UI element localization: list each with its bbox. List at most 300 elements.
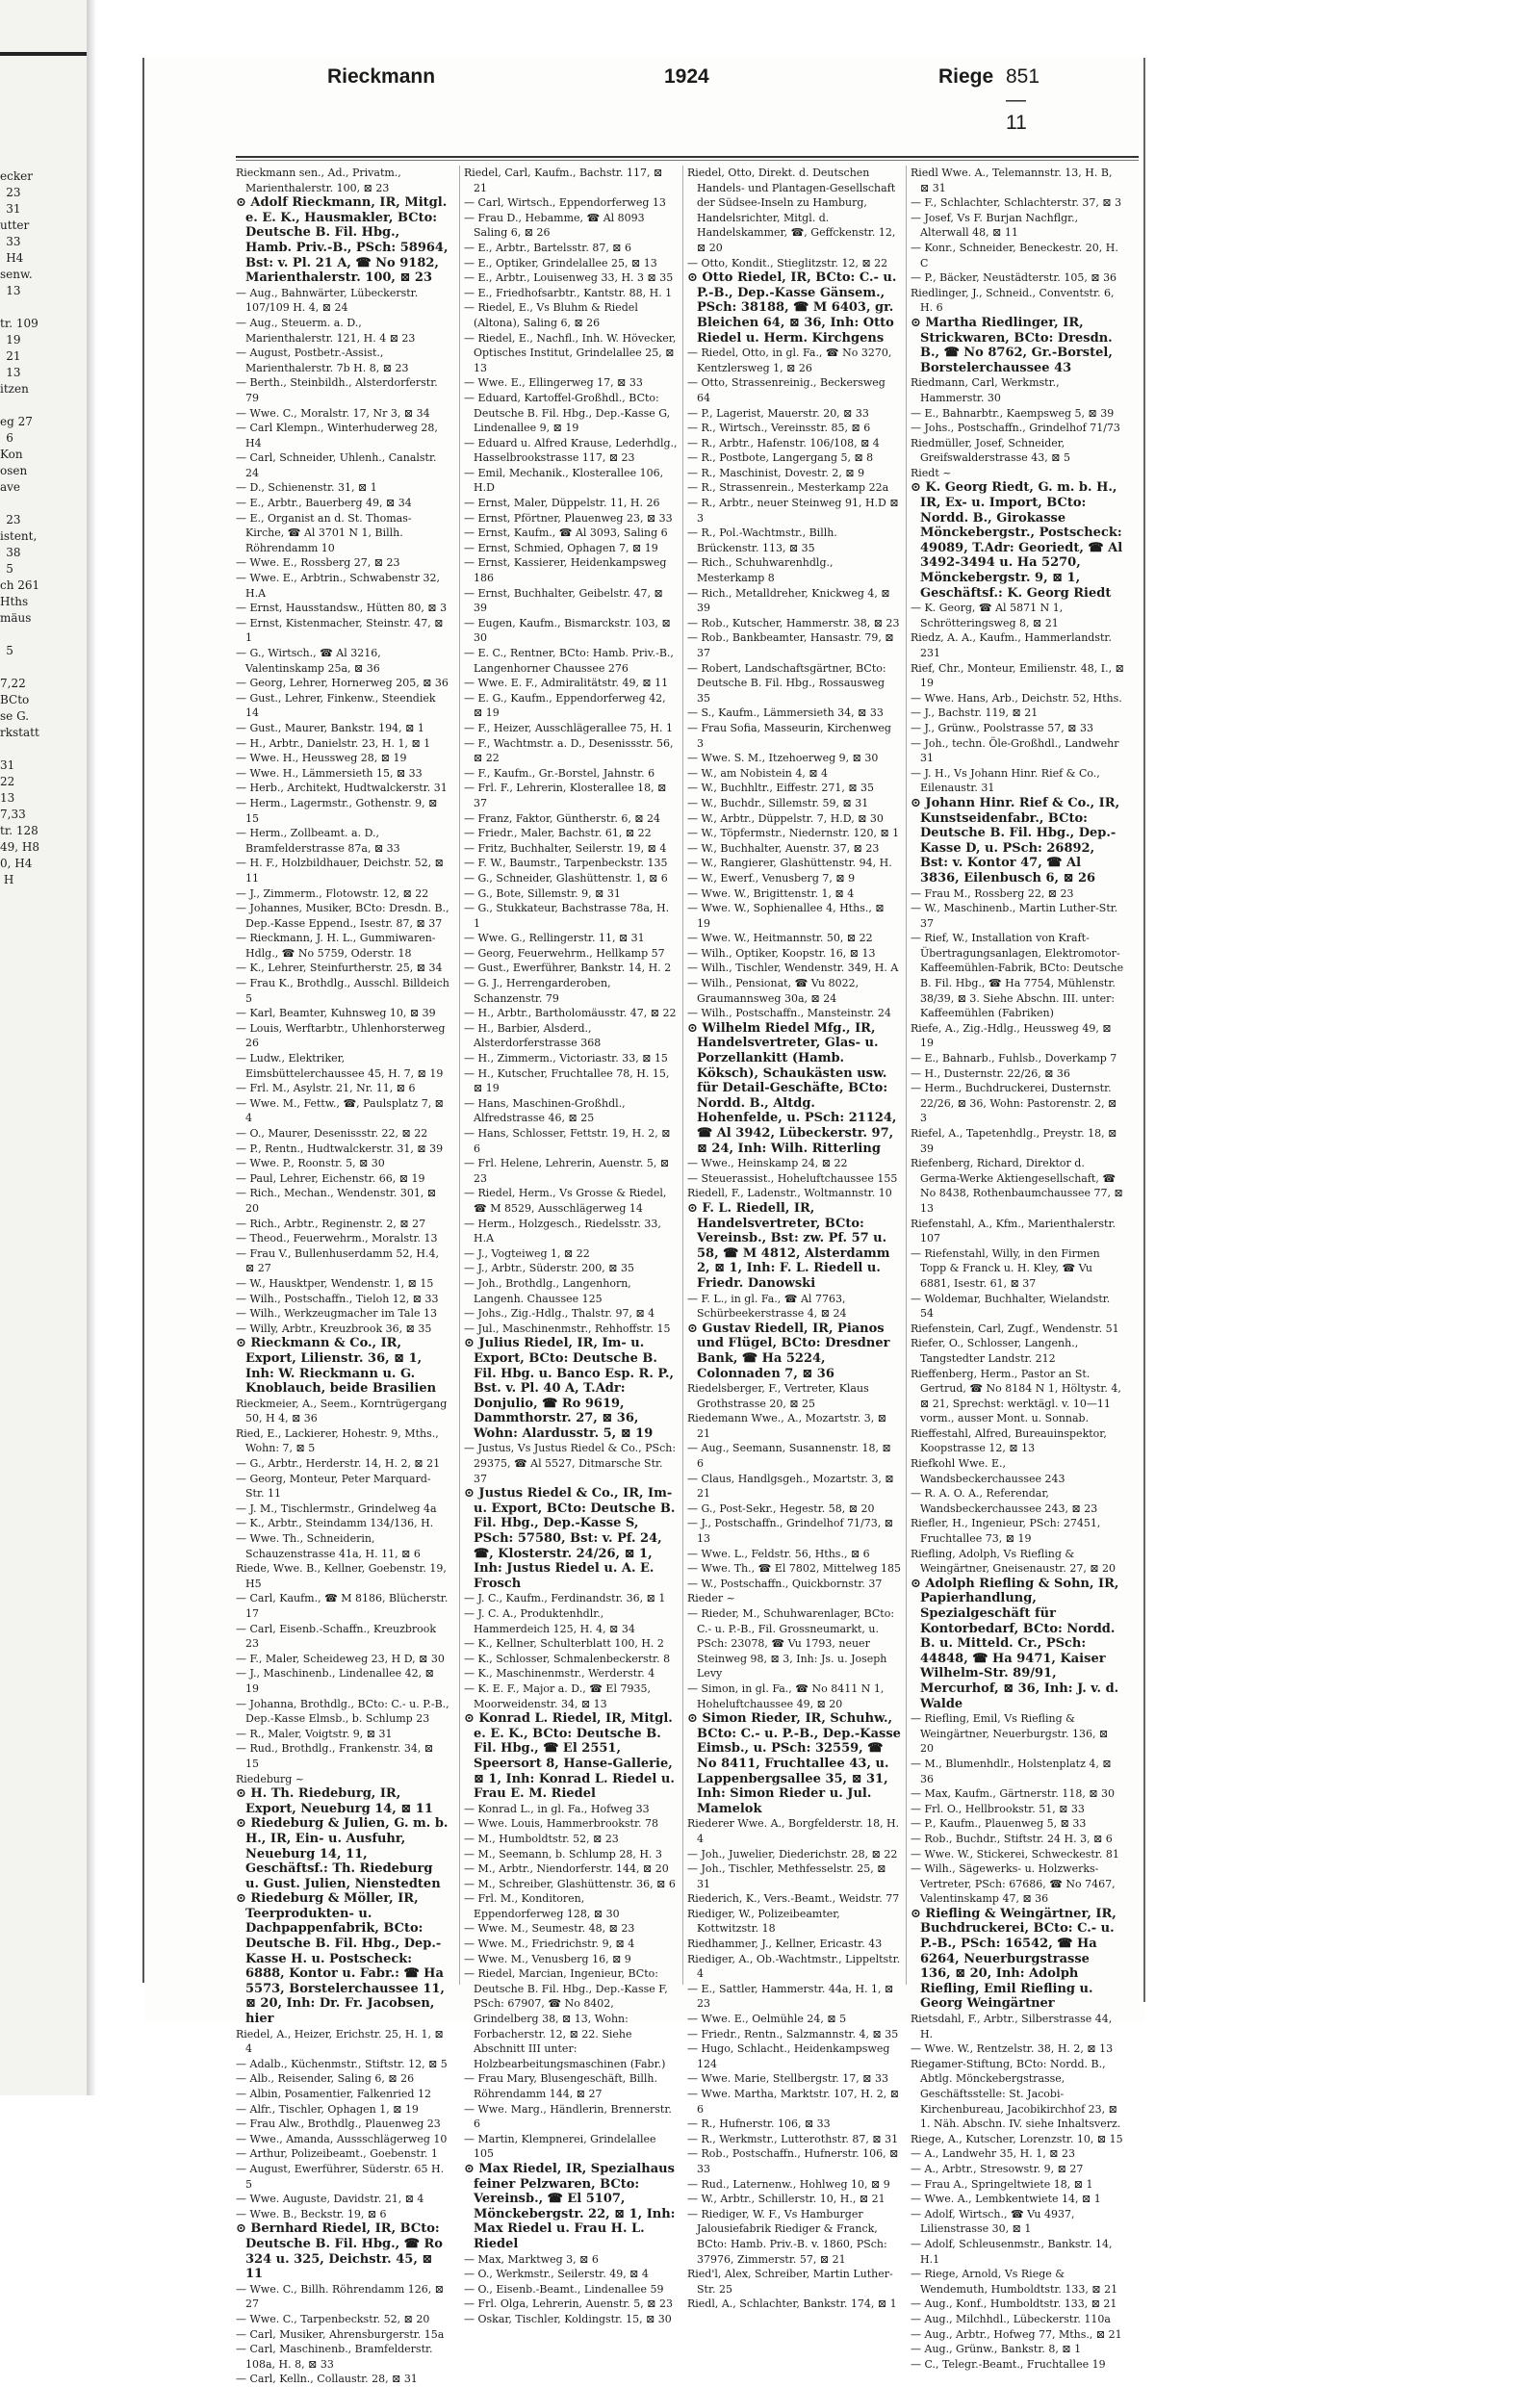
directory-entry: — E., Arbtr., Bartelsstr. 87, ⊠ 6 [464,241,632,254]
directory-entry: — E., Arbtr., Louisenweg 33, H. 3 ⊠ 35 [464,271,674,285]
directory-entry: — W., am Nobistein 4, ⊠ 4 [687,766,829,780]
directory-entry: Riedl Wwe. A., Telemannstr. 13, H. B, ⊠ 31 [911,167,1113,194]
directory-entry: — E., Bahnarbtr., Kaempsweg 5, ⊠ 39 [911,406,1115,420]
directory-entry: — P., Lagerist, Mauerstr. 20, ⊠ 33 [687,406,869,420]
header-rule-thin [236,160,1139,161]
directory-entry: — Josef, Vs F. Burjan Nachflgr., Alterwall 48, ⊠ 11 [911,211,1079,240]
directory-entry: Riefel, A., Tapetenhdlg., Preystr. 18, ⊠ 39 [911,1127,1117,1155]
directory-entry: — Rob., Kutscher, Hammerstr. 38, ⊠ 23 [687,616,900,629]
directory-entry: — S., Kaufm., Lämmersieth 34, ⊠ 33 [687,706,884,720]
directory-entry: — J. M., Tischlermstr., Grindelweg 4a [236,1502,437,1515]
page-number: 851—11 [1006,65,1040,134]
directory-entry: — Wwe. W., Rentzelstr. 38, H. 2, ⊠ 13 [911,2042,1114,2056]
directory-entry: — Wwe. H., Lämmersieth 15, ⊠ 33 [236,766,423,780]
directory-entry: — Rud., Brothdlg., Frankenstr. 34, ⊠ 15 [236,1742,434,1770]
previous-page-text: ecker 23 31 utter 33 H4 senw. 13 tr. 109 19 21 13 itzen eg 27 6 Kon osen ave 23 istent, 38 5 ch 261 Hths mäus 5 7,22 BCto se G. rkstatt 31 22 13 7,33 tr. 128 49, H8 0, H4 H [0,169,40,886]
directory-entry: — G., Bote, Sillemstr. 9, ⊠ 31 [464,886,621,900]
directory-entry: — Wwe. M., Venusberg 16, ⊠ 9 [464,1952,631,1965]
directory-entry: Riege, A., Kutscher, Lorenzstr. 10, ⊠ 15 [911,2132,1123,2145]
directory-entry: Riederich, K., Vers.-Beamt., Weidstr. 77 [687,1892,900,1906]
directory-entry: — Wilh., Postschaffn., Mansteinstr. 24 [687,1007,891,1020]
directory-entry: — Wwe. C., Billh. Röhrendamm 126, ⊠ 27 [236,2282,444,2311]
directory-entry: ⊙ Gustav Riedell, IR, Pianos und Flügel, BCto: Dresdner Bank, ☎ Ha 5224, Colonnaden 7, ⊠ 36 [687,1321,890,1381]
directory-entry: Riefkohl Wwe. E., Wandsbeckerchaussee 243 [911,1457,1065,1485]
directory-entry: — J., Arbtr., Süderstr. 200, ⊠ 35 [464,1262,634,1275]
directory-entry: Riederer Wwe. A., Borgfelderstr. 18, H. 4 [687,1817,900,1845]
directory-entry: Rieffestahl, Alfred, Bureauinspektor, Koopstrasse 12, ⊠ 13 [911,1426,1107,1455]
directory-entry: — Wwe. E., Oelmühle 24, ⊠ 5 [687,2013,847,2026]
directory-entry: — Johannes, Musiker, BCto: Dresdn. B., Dep.-Kasse Eppend., Isestr. 87, ⊠ 37 [236,902,449,930]
directory-entry: ⊙ Rieckmann & Co., IR, Export, Lilienstr. 36, ⊠ 1, Inh: W. Rieckmann u. G. Knoblauch, beide Brasilien [236,1336,437,1397]
directory-entry: — W., Maschinenb., Martin Luther-Str. 37 [911,902,1118,930]
directory-entry: — Johs., Zig.-Hdlg., Thalstr. 97, ⊠ 4 [464,1307,655,1321]
directory-entry: — Riedel, Marcian, Ingenieur, BCto: Deutsche B. Fil. Hbg., Dep.-Kasse F, PSch: 67907, ☎ No 8402, Grindelberg 38, ⊠ 13, Wohn: Forbacherstr. 12, ⊠ 22. Siehe Abschnitt III unter: Holzbearbeitungsmaschinen (Fabr.) [464,1967,668,2070]
directory-entry: — Ernst, Kassierer, Heidenkampsweg 186 [464,556,667,585]
directory-entry: — Aug., Milchhdl., Lübeckerstr. 110a [911,2312,1111,2325]
directory-entry: Rieckmeier, A., Seem., Korntrügergang 50, H 4, ⊠ 36 [236,1397,448,1425]
directory-entry: — August, Postbetr.-Assist., Marienthalerstr. 7b H. 8, ⊠ 23 [236,346,409,374]
directory-entry: — R., Pol.-Wachtmstr., Billh. Brückenstr. 113, ⊠ 35 [687,526,837,554]
directory-entry: — Joh., Juwelier, Diederichstr. 28, ⊠ 22 [687,1847,898,1861]
directory-entry: — Rich., Mechan., Wendenstr. 301, ⊠ 20 [236,1187,437,1215]
directory-entry: — Hans, Schlosser, Fettstr. 19, H. 2, ⊠ 6 [464,1127,671,1155]
directory-entry: — August, Ewerführer, Süderstr. 65 H. 5 [236,2162,445,2191]
directory-entry: Riediger, W., Polizeibeamter, Kottwitzstr. 18 [687,1907,840,1936]
directory-entry: — J., Bachstr. 119, ⊠ 21 [911,706,1039,720]
directory-entry: — Hans, Maschinen-Großhdl., Alfredstrasse 46, ⊠ 25 [464,1096,626,1125]
directory-entry: — Berth., Steinbildh., Alsterdorferstr. 79 [236,376,438,404]
directory-entry: — F., Heizer, Ausschlägerallee 75, H. 1 [464,721,674,734]
directory-entry: Riefenstein, Carl, Zugf., Wendenstr. 51 [911,1322,1119,1335]
directory-entry: — Aug., Arbtr., Hofweg 77, Mths., ⊠ 21 [911,2327,1122,2341]
directory-entry: — Wwe. Louis, Hammerbrookstr. 78 [464,1817,658,1831]
directory-entry: — Wilh., Werkzeugmacher im Tale 13 [236,1307,437,1321]
directory-entry: Riedell, F., Ladenstr., Woltmannstr. 10 [687,1187,892,1200]
directory-entry: — F., Wachtmstr. a. D., Desenissstr. 56, ⊠ 22 [464,736,674,765]
directory-entry: — Georg, Lehrer, Hornerweg 205, ⊠ 36 [236,677,449,690]
directory-entry: — Frau A., Springeltwiete 18, ⊠ 1 [911,2177,1093,2191]
directory-entry: — Riedel, E., Nachfl., Inh. W. Hövecker, Optisches Institut, Grindelallee 25, ⊠ 13 [464,331,677,374]
directory-entry: — Carl, Maschinenb., Bramfelderstr. 108a, H. 8, ⊠ 33 [236,2343,433,2371]
directory-entry: — Herm., Buchdruckerei, Dusternstr. 22/26, ⊠ 36, Wohn: Pastorenstr. 2, ⊠ 3 [911,1082,1117,1125]
directory-entry: — Franz, Faktor, Güntherstr. 6, ⊠ 24 [464,811,661,825]
directory-entry: — Frl. O., Hellbrookstr. 51, ⊠ 33 [911,1802,1085,1815]
directory-entry: — O., Eisenb.-Beamt., Lindenallee 59 [464,2282,664,2296]
directory-entry: — G., Post-Sekr., Hegestr. 58, ⊠ 20 [687,1502,875,1515]
directory-entry: ⊙ Justus Riedel & Co., IR, Im- u. Export, BCto: Deutsche B. Fil. Hbg., Dep.-Kasse S, PSch: 57580, Bst: v. Pf. 24, ☎, Klosterstr. 24/26, ⊠ 1, Inh: Justus Riedel u. A. E. Frosch [464,1486,676,1591]
directory-entry: — Rud., Laternenw., Hohlweg 10, ⊠ 9 [687,2177,890,2191]
directory-entry: ⊙ Simon Rieder, IR, Schuhw., BCto: C.- u. P.-B., Dep.-Kasse Eimsb., u. PSch: 32559, ☎ No 8411, Fruchtallee 43, u. Lappenbergsallee 35, ⊠ 31, Inh: Simon Rieder u. Jul. Mamelok [687,1711,901,1816]
directory-entry: — Rich., Metalldreher, Knickweg 4, ⊠ 39 [687,586,890,615]
directory-entry: Riegamer-Stiftung, BCto: Nordd. B., Abtlg. Mönckebergstrasse, Geschäftsstelle: St. Jacobi-Kirchenbureau, Jacobikirchhof 23, ⊠ 1. Näh. Abschn. IV. siehe Inhaltsverz. [911,2057,1121,2131]
directory-entry: — J., Grünw., Poolstrasse 57, ⊠ 33 [911,721,1093,734]
directory-entry: — Woldemar, Buchhalter, Wielandstr. 54 [911,1292,1111,1321]
directory-entry: — M., Arbtr., Niendorferstr. 144, ⊠ 20 [464,1862,669,1876]
directory-entry: — Wwe. G., Rellingerstr. 11, ⊠ 31 [464,932,645,945]
directory-entry: — Ludw., Elektriker, Eimsbüttelerchaussee 45, H. 7, ⊠ 19 [236,1052,444,1080]
directory-entry: — Frl. F., Lehrerin, Klosterallee 18, ⊠ 37 [464,782,667,809]
directory-entry: — K., Arbtr., Steindamm 134/136, H. [236,1517,434,1530]
directory-entry: — Frl. Olga, Lehrerin, Auenstr. 5, ⊠ 23 [464,2297,673,2311]
directory-entry: ⊙ Bernhard Riedel, IR, BCto: Deutsche B. Fil. Hbg., ☎ Ro 324 u. 325, Deichstr. 45, ⊠ 11 [236,2221,443,2282]
directory-entry: Riedel, Otto, Direkt. d. Deutschen Handels- und Plantagen-Gesellschaft der Südsee-Inseln zu Hamburg, Handelsrichter, Mitgl. d. Handelskammer, ☎, Geffckenstr. 12, ⊠ 20 [687,167,896,254]
directory-entry: — Frau D., Hebamme, ☎ Al 8093 Saling 6, ⊠ 26 [464,211,645,240]
directory-entry: — K., Maschinenmstr., Werderstr. 4 [464,1667,655,1681]
directory-entry: — W., Ewerf., Venusberg 7, ⊠ 9 [687,871,856,885]
directory-entry: Riedel, Carl, Kaufm., Bachstr. 117, ⊠ 21 [464,167,663,194]
directory-entry: — Herm., Holzgesch., Riedelsstr. 33, H.A [464,1217,661,1245]
column-4 [906,166,1124,2371]
directory-entry: — Rich., Schuhwarenhdlg., Mesterkamp 8 [687,556,834,585]
directory-entry: — G., Wirtsch., ☎ Al 3216, Valentinskamp 25a, ⊠ 36 [236,647,381,675]
directory-entry: — Riege, Arnold, Vs Riege & Wendemuth, Humboldtstr. 133, ⊠ 21 [911,2268,1118,2296]
directory-entry: — Rieckmann, J. H. L., Gummiwaren-Hdlg., ☎ No 5759, Oderstr. 18 [236,932,436,960]
header-first-entry: Rieckmann [327,65,436,88]
directory-entry: — Aug., Steuerm. a. D., Marienthalerstr. 121, H. 4 ⊠ 23 [236,316,416,345]
directory-entry: — R., Arbtr., neuer Steinweg 91, H.D ⊠ 3 [687,497,899,525]
directory-entry: — Otto, Strassenreinig., Beckersweg 64 [687,376,886,404]
directory-entry: — Wwe. M., Fettw., ☎, Paulsplatz 7, ⊠ 4 [236,1096,444,1125]
directory-entry: Riefenstahl, A., Kfm., Marienthalerstr. 107 [911,1217,1116,1245]
directory-entry: — Gust., Ewerführer, Bankstr. 14, H. 2 [464,962,672,975]
directory-entry: ⊙ Riedeburg & Julien, G. m. b. H., IR, Ein- u. Ausfuhr, Neueburg 14, 11, Geschäftsf.: Th. Riedeburg u. Gust. Julien, Nienstedten [236,1816,449,1891]
directory-entry: — M., Seemann, b. Schlump 28, H. 3 [464,1847,662,1861]
directory-entry: — E. G., Kaufm., Eppendorferweg 42, ⊠ 19 [464,691,666,720]
directory-entry: — Frau K., Brothdlg., Ausschl. Billdeich 5 [236,977,449,1005]
directory-entry: — Wwe. W., Sophienallee 4, Hths., ⊠ 19 [687,902,885,930]
directory-entry: — Max, Marktweg 3, ⊠ 6 [464,2252,599,2266]
directory-entry: — Alfr., Tischler, Ophagen 1, ⊠ 19 [236,2102,419,2116]
directory-body [236,166,1139,2386]
directory-entry: — Adolf, Schleusenmstr., Bankstr. 14, H.1 [911,2237,1113,2266]
directory-entry: — Joh., Tischler, Methfesselstr. 25, ⊠ 31 [687,1862,886,1890]
directory-entry: — Otto, Kondit., Stieglitzstr. 12, ⊠ 22 [687,256,888,270]
directory-entry: ⊙ H. Th. Riedeburg, IR, Export, Neueburg 14, ⊠ 11 [236,1786,433,1816]
directory-entry: — W., Buchhalter, Auenstr. 37, ⊠ 23 [687,841,880,855]
directory-entry: — Max, Kaufm., Gärtnerstr. 118, ⊠ 30 [911,1787,1116,1801]
directory-entry: — Frau Sofia, Masseurin, Kirchenweg 3 [687,721,891,750]
page-border-right [1143,58,1145,2002]
directory-entry: — Wwe. C., Tarpenbeckstr. 52, ⊠ 20 [236,2312,430,2325]
directory-entry: — Wwe. W., Stickerei, Schweckestr. 81 [911,1847,1119,1861]
directory-entry: — Wwe. S. M., Itzehoerweg 9, ⊠ 30 [687,752,879,765]
directory-entry: Rieckmann sen., Ad., Privatm., Marienthalerstr. 100, ⊠ 23 [236,167,401,194]
previous-page-rule [0,52,87,56]
directory-entry: — Ernst, Kaufm., ☎ Al 3093, Saling 6 [464,526,668,540]
directory-entry: — Wwe. E. F., Admiralitätstr. 49, ⊠ 11 [464,677,669,690]
directory-entry: — O., Werkmstr., Seilerstr. 49, ⊠ 4 [464,2268,649,2281]
directory-entry: — Robert, Landschaftsgärtner, BCto: Deutsche B. Fil. Hbg., Rossausweg 35 [687,661,886,705]
directory-entry: — Karl, Beamter, Kuhnsweg 10, ⊠ 39 [236,1007,436,1020]
directory-entry: — Rob., Bankbeamter, Hansastr. 79, ⊠ 37 [687,631,894,659]
directory-entry: ⊙ Otto Riedel, IR, BCto: C.- u. P.-B., Dep.-Kasse Gänsem., PSch: 38188, ☎ M 6403, gr. Bleichen 64, ⊠ 36, Inh: Otto Riedel u. Herm. Kirchgens [687,270,897,346]
directory-entry: — Martin, Klempnerei, Grindelallee 105 [464,2132,656,2161]
directory-entry: — H., Dusternstr. 22/26, ⊠ 36 [911,1066,1070,1080]
directory-entry: — Wwe. H., Heussweg 28, ⊠ 19 [236,752,407,765]
directory-entry: — Ernst, Maler, Düppelstr. 11, H. 26 [464,497,660,510]
directory-entry: — Wwe. M., Friedrichstr. 9, ⊠ 4 [464,1938,635,1951]
directory-entry: — W., Postschaffn., Quickbornstr. 37 [687,1577,883,1590]
directory-entry: — Wwe. M., Seumestr. 48, ⊠ 23 [464,1922,635,1936]
directory-entry: — Louis, Werftarbtr., Uhlenhorsterweg 26 [236,1021,446,1050]
directory-entry: — P., Rentn., Hudtwalckerstr. 31, ⊠ 39 [236,1142,444,1155]
directory-entry: — Wilh., Optiker, Koopstr. 16, ⊠ 13 [687,946,876,960]
directory-entry: — E., Organist an d. St. Thomas-Kirche, ☎ Al 3701 N 1, Billh. Röhrendamm 10 [236,511,412,554]
directory-entry: — Justus, Vs Justus Riedel & Co., PSch: 29375, ☎ Al 5527, Ditmarsche Str. 37 [464,1442,677,1485]
directory-entry: — E. C., Rentner, BCto: Hamb. Priv.-B., Langenhorner Chaussee 276 [464,647,674,675]
directory-entry: — J. C., Kaufm., Ferdinandstr. 36, ⊠ 1 [464,1592,666,1605]
directory-entry: — F. W., Baumstr., Tarpenbeckstr. 135 [464,857,668,870]
directory-entry: — D., Schienenstr. 31, ⊠ 1 [236,481,377,495]
directory-entry: ⊙ Konrad L. Riedel, IR, Mitgl. e. E. K., BCto: Deutsche B. Fil. Hbg., ☎ El 2551, Speersort 8, Hanse-Gallerie, ⊠ 1, Inh: Konrad L. Riedel u. Frau E. M. Riedel [464,1711,675,1802]
directory-entry: — Rich., Arbtr., Reginenstr. 2, ⊠ 27 [236,1217,426,1230]
directory-entry: — Simon, in gl. Fa., ☎ No 8411 N 1, Hoheluftchaussee 49, ⊠ 20 [687,1681,885,1710]
directory-entry: — Aug., Seemann, Susannenstr. 18, ⊠ 6 [687,1442,891,1471]
directory-entry: — Steuerassist., Hoheluftchaussee 155 [687,1171,898,1185]
directory-entry: — Wwe. Marg., Händlerin, Brennerstr. 6 [464,2102,672,2131]
directory-entry: — Johanna, Brothdlg., BCto: C.- u. P.-B., Dep.-Kasse Elmsb., b. Schlump 23 [236,1697,449,1726]
directory-entry: Riedel, A., Heizer, Erichstr. 25, H. 1, ⊠ 4 [236,2027,444,2056]
directory-entry: ⊙ Max Riedel, IR, Spezialhaus feiner Pelzwaren, BCto: Vereinsb., ☎ El 5107, Mönckebergstr. 22, ⊠ 1, Inh: Max Riedel u. Frau H. L. Riedel [464,2161,676,2251]
directory-entry: — Rieder, M., Schuhwarenlager, BCto: C.- u. P.-B., Fil. Grossneumarkt, u. PSch: 23078, ☎ Vu 1793, neuer Steinweg 98, ⊠ 3, Inh: Js. u. Joseph Levy [687,1607,895,1681]
directory-entry: ⊙ Riedeburg & Möller, IR, Teerprodukten- u. Dachpappenfabrik, BCto: Deutsche B. Fil. Hbg., Dep.-Kasse H. u. Postscheck: 6888, Kontor u. Fabr.: ☎ Ha 5573, Borstelerchaussee 11, ⊠ 20, Inh: Dr. Fr. Jacobsen, hier [236,1891,445,2027]
directory-entry: — K., Kellner, Schulterblatt 100, H. 2 [464,1637,664,1651]
directory-entry: — R., Strassenrein., Mesterkamp 22a [687,481,889,495]
directory-entry: — Wwe. E., Arbtrin., Schwabenstr 32, H.A [236,572,440,600]
directory-entry: — Wilh., Pensionat, ☎ Vu 8022, Graumannsweg 30a, ⊠ 24 [687,977,860,1005]
directory-entry: — Joh., techn. Öle-Großhdl., Landwehr 31 [911,736,1119,765]
directory-entry: — Adolf, Wirtsch., ☎ Vu 4937, Lilienstrasse 30, ⊠ 1 [911,2207,1075,2236]
directory-entry: Riefe, A., Zig.-Hdlg., Heussweg 49, ⊠ 19 [911,1021,1112,1050]
directory-entry: — W., Arbtr., Düppelstr. 7, H.D, ⊠ 30 [687,811,884,825]
directory-entry: — Riefenstahl, Willy, in den Firmen Topp & Franck u. H. Kley, ☎ Vu 6881, Isestr. 61, ⊠ 37 [911,1246,1100,1290]
directory-entry: — R., Maschinist, Dovestr. 2, ⊠ 9 [687,466,865,479]
directory-entry: — Herm., Zollbeamt. a. D., Bramfelderstrasse 87a, ⊠ 33 [236,827,400,855]
directory-entry: — F., Maler, Scheideweg 23, H D, ⊠ 30 [236,1652,445,1665]
directory-entry: — Paul, Lehrer, Eichenstr. 66, ⊠ 19 [236,1171,425,1185]
directory-entry: — W., Rangierer, Glashüttenstr. 94, H. [687,857,892,870]
directory-entry: Riedemann Wwe., A., Mozartstr. 3, ⊠ 21 [687,1412,886,1440]
directory-entry: Riedt ~ [911,466,952,479]
directory-entry: — Wwe. A., Lembkentwiete 14, ⊠ 1 [911,2193,1101,2206]
directory-entry: — Johs., Postschaffn., Grindelhof 71/73 [911,422,1120,435]
directory-entry: — E., Arbtr., Bauerberg 49, ⊠ 34 [236,497,412,510]
directory-entry: — J., Zimmerm., Flotowstr. 12, ⊠ 22 [236,886,429,900]
previous-page-edge [0,0,87,2095]
directory-entry: — Konrad L., in gl. Fa., Hofweg 33 [464,1802,650,1815]
directory-entry: Riediger, A., Ob.-Wachtmstr., Lippeltstr. 4 [687,1952,901,1981]
directory-entry: — H., Barbier, Alsderd., Alsterdorferstrasse 368 [464,1021,602,1050]
directory-entry: — Frl. M., Konditoren, Eppendorferweg 128, ⊠ 30 [464,1892,620,1920]
directory-entry: — J. C. A., Produktenhdlr., Hammerdeich 125, H. 4, ⊠ 34 [464,1607,635,1635]
directory-entry: — Wwe. E., Rossberg 27, ⊠ 23 [236,556,400,570]
directory-entry: Riedeburg ~ [236,1772,305,1785]
directory-entry: — Rief, W., Installation von Kraft-Übertragungsanlagen, Elektromotor-Kaffeemühlen-Fabrik, BCto: Deutsche B. Fil. Hbg., ☎ Ha 7754, Mühlenstr. 38/39, ⊠ 3. Siehe Abschn. III. unter: Kaffeemühlen (Fabriken) [911,932,1124,1020]
directory-entry: — Theod., Feuerwehrm., Moralstr. 13 [236,1232,438,1245]
directory-entry: — Wilh., Postschaffn., Tieloh 12, ⊠ 33 [236,1292,439,1305]
directory-entry: — Wwe. C., Moralstr. 17, Nr 3, ⊠ 34 [236,406,430,420]
directory-entry: — Hugo, Schlacht., Heidenkampsweg 124 [687,2042,890,2070]
directory-entry: ⊙ Johann Hinr. Rief & Co., IR, Kunstseidenfabr., BCto: Deutsche B. Fil. Hbg., Dep.-Kasse D, u. PSch: 26892, Bst: v. Kontor 47, ☎ Al 3836, Eilenbusch 6, ⊠ 26 [911,795,1120,886]
directory-entry: — E., Bahnarb., Fuhlsb., Doverkamp 7 [911,1052,1117,1065]
directory-entry: — H., Kutscher, Fruchtallee 78, H. 15, ⊠ 19 [464,1066,670,1095]
directory-entry: — W., Buchhltr., Eiffestr. 271, ⊠ 35 [687,782,875,795]
directory-entry: — Frl. Helene, Lehrerin, Auenstr. 5, ⊠ 23 [464,1157,670,1185]
directory-entry: — Wwe. B., Beckstr. 19, ⊠ 6 [236,2207,387,2220]
directory-entry: — J. H., Vs Johann Hinr. Rief & Co., Eilenaustr. 31 [911,766,1100,795]
directory-entry: — Carl, Kaufm., ☎ M 8186, Blücherstr. 17 [236,1592,449,1620]
directory-entry: — Carl, Eisenb.-Schaffn., Kreuzbrook 23 [236,1622,437,1651]
directory-entry: — P., Bäcker, Neustädterstr. 105, ⊠ 36 [911,271,1117,285]
directory-entry: — G., Stukkateur, Bachstrasse 78a, H. 1 [464,902,670,930]
directory-entry: — Frau M., Rossberg 22, ⊠ 23 [911,886,1074,900]
directory-entry: — Wwe. Th., Schneiderin, Schauzenstrasse 41a, H. 11, ⊠ 6 [236,1532,421,1560]
directory-entry: — Riefling, Emil, Vs Riefling & Weingärtner, Neuerburgstr. 136, ⊠ 20 [911,1712,1109,1756]
directory-entry: — Wwe. Martha, Marktstr. 107, H. 2, ⊠ 6 [687,2088,899,2116]
directory-entry: — Eduard u. Alfred Krause, Lederhdlg., Hasselbrookstrasse 117, ⊠ 23 [464,436,678,465]
directory-entry: — Carl, Schneider, Uhlenh., Canalstr. 24 [236,451,437,479]
directory-entry: — Frau Mary, Blusengeschäft, Billh. Röhrendamm 144, ⊠ 27 [464,2072,657,2100]
directory-entry: — Frl. M., Asylstr. 21, Nr. 11, ⊠ 6 [236,1082,416,1095]
directory-entry: — Wwe. P., Roonstr. 5, ⊠ 30 [236,1157,385,1170]
directory-entry: Riedmüller, Josef, Schneider, Greifswalderstrasse 43, ⊠ 5 [911,436,1070,465]
directory-entry: ⊙ Martha Riedlinger, IR, Strickwaren, BCto: Dresdn. B., ☎ No 8762, Gr.-Borstel, Borstelerchaussee 43 [911,315,1113,375]
directory-entry: ⊙ Adolf Rieckmann, IR, Mitgl. e. E. K., Hausmakler, BCto: Deutsche B. Fil. Hbg., Hamb. Priv.-B., PSch: 58964, Bst: v. Pl. 21 A, ☎ No 9182, Marienthalerstr. 100, ⊠ 23 [236,195,449,286]
directory-entry: — Adalb., Küchenmstr., Stiftstr. 12, ⊠ 5 [236,2057,448,2070]
directory-entry: Ried'l, Alex, Schreiber, Martin Luther-Str. 25 [687,2268,893,2296]
directory-entry: — Riedel, Herm., Vs Grosse & Riedel, ☎ M 8529, Ausschlägerweg 14 [464,1187,667,1215]
directory-entry: — Gust., Maurer, Bankstr. 194, ⊠ 1 [236,721,424,734]
directory-entry: — Eugen, Kaufm., Bismarckstr. 103, ⊠ 30 [464,616,671,645]
page-gutter [87,0,96,2095]
header-last-entry: Riege [938,65,994,88]
directory-entry: — M., Blumenhdlr., Holstenplatz 4, ⊠ 36 [911,1757,1112,1785]
directory-entry: — Aug., Bahnwärter, Lübeckerstr. 107/109 H. 4, ⊠ 24 [236,286,419,315]
directory-entry: Riedmann, Carl, Werkmstr., Hammerstr. 30 [911,376,1060,404]
directory-entry: — R., Arbtr., Hafenstr. 106/108, ⊠ 4 [687,436,880,449]
directory-entry: — F., Schlachter, Schlachterstr. 37, ⊠ 3 [911,196,1122,210]
directory-entry: — E., Friedhofsarbtr., Kantstr. 88, H. 1 [464,286,673,299]
directory-entry: — Georg, Feuerwehrm., Hellkamp 57 [464,946,665,960]
directory-entry: Rieder ~ [687,1592,735,1605]
directory-entry: — Frau V., Bullenhuserdamm 52, H.4, ⊠ 27 [236,1246,439,1275]
directory-entry: — W., Hausktper, Wendenstr. 1, ⊠ 15 [236,1276,434,1290]
directory-entry: Riefenberg, Richard, Direktor d. Germa-Werke Aktiengesellschaft, ☎ No 8438, Rothenbaumchaussee 77, ⊠ 13 [911,1157,1123,1215]
directory-entry: — Carl, Kelln., Collaustr. 28, ⊠ 31 [236,2373,418,2386]
directory-entry: ⊙ Wilhelm Riedel Mfg., IR, Handelsvertreter, Glas- u. Porzellankitt (Hamb. Köksch), Schaukästen usw. für Detail-Geschäfte, BCto: Nordd. B., Altdg. Hohenfelde, u. PSch: 21124, ☎ Al 3942, Lübeckerstr. 97, ⊠ 24, Inh: Wilh. Ritterling [687,1020,897,1156]
header-year: 1924 [664,65,709,88]
page-border-left [142,58,144,1983]
directory-entry: — K. Georg, ☎ Al 5871 N 1, Schrötteringsweg 8, ⊠ 21 [911,602,1064,629]
directory-entry: — Alb., Reisender, Saling 6, ⊠ 26 [236,2072,415,2086]
directory-entry: Riedelsberger, F., Vertreter, Klaus Grothstrasse 20, ⊠ 25 [687,1382,869,1410]
directory-entry: — R., Hufnerstr. 106, ⊠ 33 [687,2118,831,2131]
directory-entry: — P., Kaufm., Plauenweg 5, ⊠ 33 [911,1817,1087,1831]
directory-entry: — K., Lehrer, Steinfurtherstr. 25, ⊠ 34 [236,962,443,975]
directory-entry: ⊙ Julius Riedel, IR, Im- u. Export, BCto: Deutsche B. Fil. Hbg. u. Banco Esp. R. P., Bst. v. Pl. 40 A, T.Adr: Donjulio, ☎ Ro 9619, Dammthorstr. 27, ⊠ 36, Wohn: Alardusstr. 5, ⊠ 19 [464,1336,675,1441]
directory-entry: — Jul., Maschinenmstr., Rehhoffstr. 15 [464,1322,671,1335]
directory-entry: — K., Schlosser, Schmalenbeckerstr. 8 [464,1652,671,1665]
directory-entry: Riefling, Adolph, Vs Riefling & Weingärtner, Gneisenaustr. 27, ⊠ 20 [911,1547,1116,1576]
directory-entry: — Konr., Schneider, Beneckestr. 20, H. C [911,241,1118,270]
directory-entry: — H., Arbtr., Bartholomäusstr. 47, ⊠ 22 [464,1007,677,1020]
directory-entry: — Wwe., Heinskamp 24, ⊠ 22 [687,1157,848,1170]
directory-entry: — Wwe., Amanda, Aussschlägerweg 10 [236,2132,448,2145]
directory-entry: — R. A. O. A., Referendar, Wandsbeckerchaussee 243, ⊠ 23 [911,1487,1098,1515]
directory-entry: — M., Schreiber, Glashüttenstr. 36, ⊠ 6 [464,1877,676,1890]
directory-entry: — Gust., Lehrer, Finkenw., Steendiek 14 [236,691,436,720]
directory-entry: — Herm., Lagermstr., Gothenstr. 9, ⊠ 15 [236,796,438,825]
directory-entry: ⊙ K. Georg Riedt, G. m. b. H., IR, Ex- u. Import, BCto: Nordd. B., Girokasse Mönckebergstr., Postscheck: 49089, T.Adr: Georiedt, ☎ Al 3492-3494 u. Ha 5270, Mönckebergstr. 9, ⊠ 1, Geschäftsf.: K. Georg Riedt [911,480,1123,601]
directory-entry: — Rob., Buchdr., Stiftstr. 24 H. 3, ⊠ 6 [911,1832,1113,1845]
directory-entry: Riede, Wwe. B., Kellner, Goebenstr. 19, H5 [236,1562,447,1590]
directory-entry: — J., Maschinenb., Lindenallee 42, ⊠ 19 [236,1667,434,1695]
directory-entry: — E., Sattler, Hammerstr. 44a, H. 1, ⊠ 23 [687,1982,894,2011]
directory-entry: — R., Maler, Voigtstr. 9, ⊠ 31 [236,1727,393,1740]
directory-entry: — W., Arbtr., Schillerstr. 10, H., ⊠ 21 [687,2193,886,2206]
directory-entry: — Emil, Mechanik., Klosterallee 106, H.D [464,466,664,495]
directory-entry: — F., Kaufm., Gr.-Borstel, Jahnstr. 6 [464,766,655,780]
directory-entry: — Rob., Postschaffn., Hufnerstr. 106, ⊠ 33 [687,2147,899,2175]
directory-entry: — M., Humboldtstr. 52, ⊠ 23 [464,1832,619,1845]
directory-entry: Riefer, O., Schlosser, Langenh., Tangstedter Landstr. 212 [911,1337,1079,1365]
column-3 [682,166,901,2311]
directory-entry: Rieffenberg, Herm., Pastor an St. Gertrud, ☎ No 8184 N 1, Höltystr. 4, ⊠ 21, Sprechst: werktägl. v. 10—11 vorm., ausser Mont. u. Sonnab. [911,1367,1121,1425]
directory-entry: — G., Arbtr., Herderstr. 14, H. 2, ⊠ 21 [236,1457,441,1471]
directory-entry: — H. F., Holzbildhauer, Deichstr. 52, ⊠ 11 [236,857,444,885]
directory-entry: — Wwe. W., Brigittenstr. 1, ⊠ 4 [687,886,855,900]
directory-entry: — J., Postschaffn., Grindelhof 71/73, ⊠ 13 [687,1517,893,1546]
directory-entry: — Riedel, Otto, in gl. Fa., ☎ No 3270, Kentzlersweg 1, ⊠ 26 [687,346,892,374]
directory-entry: — Frau Alw., Brothdlg., Plauenweg 23 [236,2118,441,2131]
page-header [0,65,1040,134]
directory-entry: — Claus, Handlgsgeh., Mozartstr. 3, ⊠ 21 [687,1472,894,1501]
directory-entry: — W., Buchdr., Sillemstr. 59, ⊠ 31 [687,796,869,809]
directory-entry: — Fritz, Buchhalter, Seilerstr. 19, ⊠ 4 [464,841,667,855]
directory-entry: — Wilh., Tischler, Wendenstr. 349, H. A [687,962,899,975]
directory-entry: — Wwe. L., Feldstr. 56, Hths., ⊠ 6 [687,1547,870,1560]
column-2 [459,166,678,2325]
directory-entry: Rief, Chr., Monteur, Emilienstr. 48, I., ⊠ 19 [911,661,1124,690]
directory-entry: — Ernst, Schmied, Ophagen 7, ⊠ 19 [464,541,658,554]
directory-entry: Ried, E., Lackierer, Hohestr. 9, Mths., Wohn: 7, ⊠ 5 [236,1426,439,1455]
header-rule [236,156,1139,158]
directory-entry: — Wwe. W., Heitmannstr. 50, ⊠ 22 [687,932,873,945]
directory-entry: — Wilh., Sägewerks- u. Holzwerks-Vertreter, PSch: 67686, ☎ No 7467, Valentinskamp 47, ⊠ 36 [911,1862,1116,1906]
directory-entry: — Ernst, Kistenmacher, Steinstr. 47, ⊠ 1 [236,616,444,645]
directory-entry: ⊙ F. L. Riedell, IR, Handelsvertreter, BCto: Vereinsb., Bst: zw. Pf. 57 u. 58, ☎ M 4812, Alsterdamm 2, ⊠ 1, Inh: F. L. Riedell u. Friedr. Danowski [687,1200,890,1291]
directory-entry: Riefler, H., Ingenieur, PSch: 27451, Fruchtallee 73, ⊠ 19 [911,1517,1101,1546]
directory-entry: — Albin, Posamentier, Falkenried 12 [236,2088,431,2100]
directory-entry: — Wwe. Auguste, Davidstr. 21, ⊠ 4 [236,2193,424,2206]
directory-entry: — H., Zimmerm., Victoriastr. 33, ⊠ 15 [464,1052,668,1065]
directory-entry: — Friedr., Maler, Bachstr. 61, ⊠ 22 [464,827,652,840]
directory-entry: — Wwe. Marie, Stellbergstr. 17, ⊠ 33 [687,2072,888,2086]
directory-entry: — Carl, Wirtsch., Eppendorferweg 13 [464,196,666,210]
directory-entry: — W., Töpfermstr., Niedernstr. 120, ⊠ 1 [687,827,900,840]
directory-entry: — Eduard, Kartoffel-Großhdl., BCto: Deutsche B. Fil. Hbg., Dep.-Kasse G, Lindenallee 9, ⊠ 19 [464,391,671,435]
directory-entry: — Carl Klempn., Winterhuderweg 28, H4 [236,422,438,449]
directory-entry: — Ernst, Pförtner, Plauenweg 23, ⊠ 33 [464,511,673,525]
directory-entry: — Herb., Architekt, Hudtwalckerstr. 31 [236,782,448,795]
directory-entry: Rietsdahl, F., Arbtr., Silberstrasse 44, H. [911,2013,1113,2040]
directory-entry: — Willy, Arbtr., Kreuzbrook 36, ⊠ 35 [236,1322,432,1335]
directory-entry: — A., Arbtr., Stresowstr. 9, ⊠ 27 [911,2162,1084,2175]
directory-entry: — C., Telegr.-Beamt., Fruchtallee 19 [911,2357,1106,2371]
directory-entry: — Joh., Brothdlg., Langenhorn, Langenh. Chaussee 125 [464,1276,631,1305]
directory-entry: ⊙ Adolph Riefling & Sohn, IR, Papierhandlung, Spezialgeschäft für Kontorbedarf, BCto: Nordd. B. u. Mitteld. Cr., PSch: 44848, ☎ Ha 9471, Kaiser Wilhelm-Str. 89/91, Mercurhof, ⊠ 36, Inh: J. v. d. Walde [911,1576,1119,1711]
directory-entry: — Aug., Konf., Humboldtstr. 133, ⊠ 21 [911,2297,1117,2311]
